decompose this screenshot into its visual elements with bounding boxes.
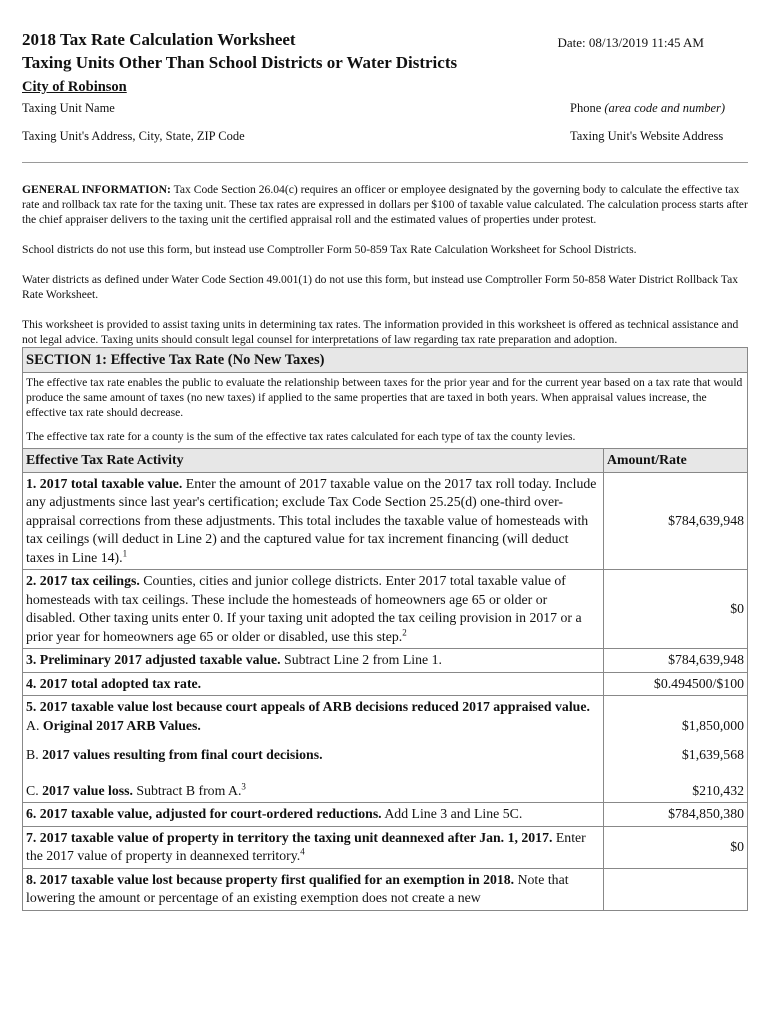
line-1-amount: $784,639,948 [604,472,748,570]
line-7-footnote: 4 [300,846,305,857]
line-7-description [23,826,604,868]
activity-column-header: Effective Tax Rate Activity [23,449,604,473]
line-8-amount [604,868,748,910]
amount-column-header: Amount/Rate [604,449,748,473]
line-1-description [23,472,604,570]
address-row [22,128,748,144]
line-1-title: 1. 2017 total taxable value. [26,475,183,491]
line-3-amount: $784,639,948 [604,649,748,673]
section-1-paragraph-1: The effective tax rate enables the public to evaluate the relationship between taxes for the prior year and for the current year based on a tax rate that would produce the same amount of taxes (no new taxes) if applied to the same properties that are taxed in both years. When appraisal values increase, the effective tax rate should decrease. [26,376,743,419]
general-paragraph-2: School districts do not use this form, but instead use Comptroller Form 50-859 Tax Rate Calculation Worksheet for School Districts. [22,243,637,256]
taxing-unit-name-label: Taxing Unit Name [22,101,115,115]
date-stamp: Date: 08/13/2019 11:45 AM [557,35,704,50]
table-row [23,570,748,649]
line-2-footnote: 2 [402,626,407,637]
website-label: Taxing Unit's Website Address [570,129,724,143]
line-5a-prefix: A. [26,717,43,733]
form-subtitle: Taxing Units Other Than School Districts or Water Districts [22,53,458,72]
line-5c-text: Subtract B from A. [132,782,242,798]
line-6-title: 6. 2017 taxable value, adjusted for court-ordered reductions. [26,806,382,821]
line-5c-footnote: 3 [241,780,246,791]
table-row [23,826,748,868]
general-paragraph-1 [22,182,748,227]
line-8-description [23,868,604,910]
general-p1-text: Tax Code Section 26.04(c) requires an officer or employee designated by the governing body to calculate the effective tax rate and rollback tax rate for the taxing unit. These tax rates are expressed in dollars per $100 of taxable value calculated. The calculation process starts after the chief appraiser delivers to the taxing unit the certified appraisal roll and the estimated values of properties under protest. [22,183,748,226]
general-paragraph-4: This worksheet is provided to assist taxing units in determining tax rates. The information provided in this worksheet is offered as technical assistance and not legal advice. Taxing units should consult legal counsel for interpretations of law regarding tax rate preparation and adoption. [22,318,739,346]
line-6-text: Add Line 3 and Line 5C. [381,806,523,821]
effective-tax-rate-table [22,448,748,911]
general-lead: GENERAL INFORMATION: [22,183,171,196]
phone-label [570,100,725,116]
table-row [23,672,748,696]
table-row [23,737,748,774]
line-5b-description [23,737,604,774]
line-7-text: Enter the 2017 value of property in deannexed territory. [26,829,586,863]
worksheet-page [22,28,748,911]
line-7-title: 7. 2017 taxable value of property in territory the taxing unit deannexed after Jan. 1, 2017. [26,829,553,845]
line-1-text: Enter the amount of 2017 taxable value on the 2017 tax roll today. Include any adjustments since last year's certification; exclude Tax Code Section 25.25(d) one-third over-appraisal corrections from these adjustments. This total includes the taxable value of homesteads with tax ceilings (will deduct in Line 2) and the captured value for tax increment financing (will deduct taxes in Line 14). [26,475,597,565]
phone-label-italic: (area code and number) [604,101,726,115]
line-2-description [23,570,604,649]
line-7-amount: $0 [604,826,748,868]
header-divider [22,162,748,163]
section-1-paragraph-2: The effective tax rate for a county is the sum of the effective tax rates calculated for each type of tax the county levies. [26,430,576,443]
table-row [23,696,748,738]
line-6-description [23,803,604,827]
line-4-amount: $0.494500/$100 [604,672,748,696]
line-5c-title: 2017 value loss. [42,782,133,798]
table-row [23,472,748,570]
line-5c-description [23,774,604,803]
line-5b-title: 2017 values resulting from final court decisions. [42,747,323,762]
table-row [23,803,748,827]
phone-label-text: Phone [570,101,605,115]
general-information [22,182,748,347]
table-row [23,649,748,673]
form-title: 2018 Tax Rate Calculation Worksheet [22,30,296,49]
line-8-text: Note that lowering the amount or percentage of an existing exemption does not create a new [26,871,569,905]
header-row-1 [22,28,748,51]
line-3-description [23,649,604,673]
line-2-amount: $0 [604,570,748,649]
section-1-intro [23,373,747,448]
line-5c-prefix: C. [26,782,43,798]
line-5c-amount: $210,432 [604,774,748,803]
line-5b-amount: $1,639,568 [604,737,748,774]
line-5-description [23,696,604,738]
general-paragraph-3: Water districts as defined under Water Code Section 49.001(1) do not use this form, but instead use Comptroller Form 50-858 Water District Rollback Tax Rate Worksheet. [22,273,739,301]
line-4-title: 4. 2017 total adopted tax rate. [26,675,202,691]
taxing-unit-name-value: City of Robinson [22,79,127,95]
line-3-text: Subtract Line 2 from Line 1. [280,652,442,667]
address-label: Taxing Unit's Address, City, State, ZIP Code [22,129,245,143]
table-row [23,774,748,803]
line-4-description [23,672,604,696]
line-5a-amount: $1,850,000 [604,696,748,738]
unit-name-row [22,100,748,116]
line-5a-title: Original 2017 ARB Values. [42,717,201,733]
line-2-text: Counties, cities and junior college districts. Enter 2017 total taxable value of homesteads with tax ceilings. These include the homesteads of homeowners age 65 or older or disabled. Other taxing units enter 0. If your taxing unit adopted the tax ceiling provision in 2017 or a prior year for homeowners age 65 or older or disabled, use this step. [26,573,582,644]
line-2-title: 2. 2017 tax ceilings. [26,573,140,588]
line-5-title: 5. 2017 taxable value lost because court appeals of ARB decisions reduced 2017 appraised value. [26,699,590,714]
line-5b-prefix: B. [26,747,43,762]
line-3-title: 3. Preliminary 2017 adjusted taxable value. [26,652,281,667]
line-8-title: 8. 2017 taxable value lost because property first qualified for an exemption in 2018. [26,871,515,887]
table-row [23,868,748,910]
section-1-title: SECTION 1: Effective Tax Rate (No New Taxes) [23,348,747,373]
line-1-footnote: 1 [122,547,128,558]
table-header-row [23,449,748,473]
section-1 [22,347,748,448]
line-6-amount: $784,850,380 [604,803,748,827]
